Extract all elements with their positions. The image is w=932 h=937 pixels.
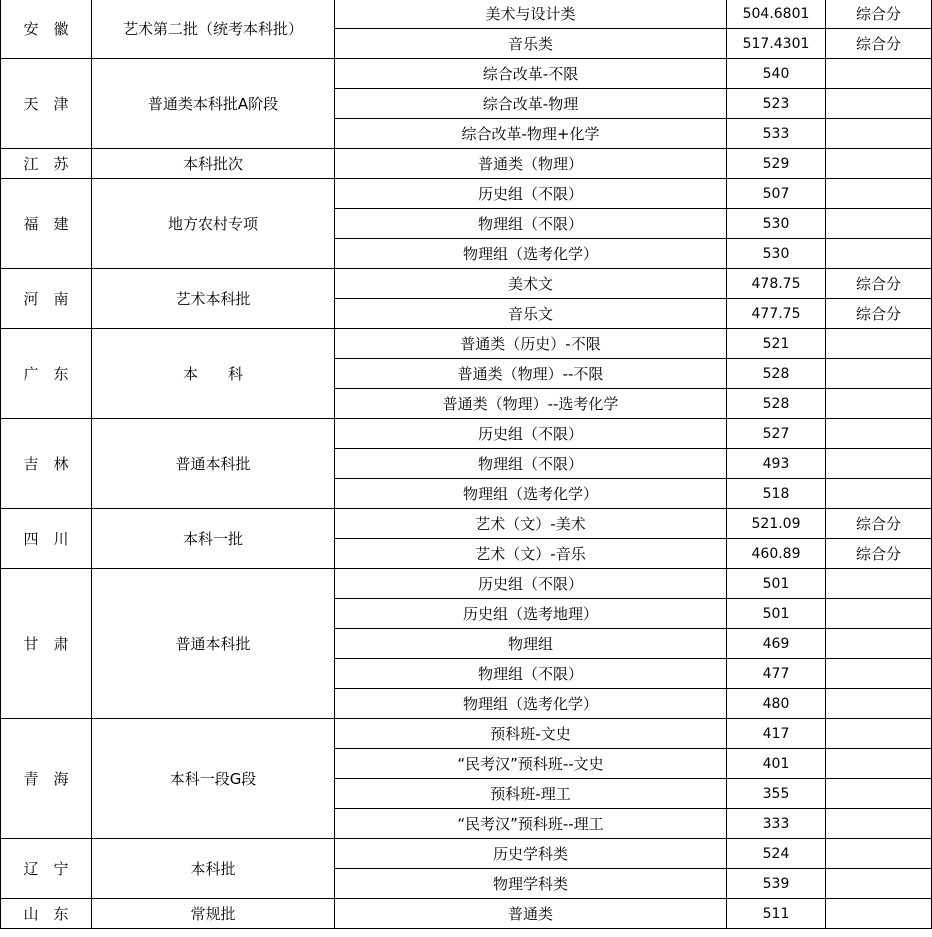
score-cell: 518 [727,479,826,509]
province-cell: 广 东 [1,329,92,419]
score-cell: 511 [727,899,826,929]
category-cell: 普通类（物理）--选考化学 [335,389,727,419]
note-cell [826,479,932,509]
category-cell: 综合改革-不限 [335,59,727,89]
category-cell: 历史组（不限） [335,179,727,209]
score-cell: 355 [727,779,826,809]
table-body [1,0,932,929]
category-cell: “民考汉”预科班--文史 [335,749,727,779]
note-cell [826,329,932,359]
note-cell [826,149,932,179]
province-cell: 四 川 [1,509,92,569]
note-cell [826,389,932,419]
category-cell: 综合改革-物理 [335,89,727,119]
category-cell: 历史学科类 [335,839,727,869]
batch-cell: 本科批次 [92,149,335,179]
province-cell: 辽 宁 [1,839,92,899]
score-cell: 533 [727,119,826,149]
province-cell: 青 海 [1,719,92,839]
note-cell: 综合分 [826,299,932,329]
province-cell: 江 苏 [1,149,92,179]
note-cell [826,839,932,869]
score-cell: 517.4301 [727,29,826,59]
table-row [1,0,932,29]
province-cell: 福 建 [1,179,92,269]
table-row [1,269,932,299]
note-cell [826,209,932,239]
category-cell: 艺术（文）-音乐 [335,539,727,569]
score-cell: 504.6801 [727,0,826,29]
note-cell [826,59,932,89]
batch-cell: 本科批 [92,839,335,899]
category-cell: 美术文 [335,269,727,299]
category-cell: 物理组（不限） [335,449,727,479]
province-cell: 河 南 [1,269,92,329]
province-cell: 吉 林 [1,419,92,509]
score-cell: 501 [727,599,826,629]
score-cell: 477.75 [727,299,826,329]
score-cell: 539 [727,869,826,899]
note-cell [826,779,932,809]
table-row [1,329,932,359]
batch-cell: 地方农村专项 [92,179,335,269]
table-row [1,149,932,179]
note-cell [826,419,932,449]
category-cell: 音乐类 [335,29,727,59]
category-cell: 物理学科类 [335,869,727,899]
batch-cell: 本科一批 [92,509,335,569]
score-cell: 521.09 [727,509,826,539]
note-cell [826,569,932,599]
province-cell: 安 徽 [1,0,92,59]
batch-cell: 艺术本科批 [92,269,335,329]
note-cell [826,119,932,149]
note-cell [826,239,932,269]
table-row [1,419,932,449]
batch-cell: 本 科 [92,329,335,419]
score-cell: 530 [727,239,826,269]
category-cell: 综合改革-物理+化学 [335,119,727,149]
category-cell: “民考汉”预科班--理工 [335,809,727,839]
score-cell: 493 [727,449,826,479]
category-cell: 普通类（物理） [335,149,727,179]
table-row [1,59,932,89]
score-cell: 478.75 [727,269,826,299]
category-cell: 历史组（不限） [335,569,727,599]
score-cell: 333 [727,809,826,839]
score-cell: 507 [727,179,826,209]
note-cell: 综合分 [826,29,932,59]
note-cell: 综合分 [826,0,932,29]
batch-cell: 本科一段G段 [92,719,335,839]
category-cell: 预科班-理工 [335,779,727,809]
score-cell: 401 [727,749,826,779]
note-cell [826,809,932,839]
note-cell: 综合分 [826,269,932,299]
category-cell: 物理组（选考化学） [335,689,727,719]
province-cell: 甘 肃 [1,569,92,719]
note-cell: 综合分 [826,539,932,569]
table-row [1,719,932,749]
table-row [1,509,932,539]
score-cell: 417 [727,719,826,749]
note-cell [826,719,932,749]
note-cell [826,359,932,389]
note-cell [826,869,932,899]
table-row [1,179,932,209]
note-cell [826,179,932,209]
batch-cell: 艺术第二批（统考本科批） [92,0,335,59]
score-cell: 469 [727,629,826,659]
category-cell: 物理组（选考化学） [335,479,727,509]
note-cell [826,599,932,629]
category-cell: 历史组（选考地理） [335,599,727,629]
category-cell: 物理组（不限） [335,209,727,239]
score-cell: 480 [727,689,826,719]
batch-cell: 常规批 [92,899,335,929]
table-row [1,899,932,929]
province-cell: 山 东 [1,899,92,929]
category-cell: 音乐文 [335,299,727,329]
batch-cell: 普通本科批 [92,419,335,509]
note-cell [826,749,932,779]
score-cell: 460.89 [727,539,826,569]
category-cell: 物理组（选考化学） [335,239,727,269]
score-cell: 501 [727,569,826,599]
category-cell: 普通类 [335,899,727,929]
category-cell: 普通类（历史）-不限 [335,329,727,359]
note-cell [826,659,932,689]
note-cell [826,899,932,929]
batch-cell: 普通类本科批A阶段 [92,59,335,149]
note-cell [826,449,932,479]
table-row [1,569,932,599]
category-cell: 普通类（物理）--不限 [335,359,727,389]
score-cell: 528 [727,389,826,419]
category-cell: 物理组（不限） [335,659,727,689]
note-cell [826,629,932,659]
score-cell: 524 [727,839,826,869]
batch-cell: 普通本科批 [92,569,335,719]
score-cell: 527 [727,419,826,449]
category-cell: 物理组 [335,629,727,659]
score-cell: 540 [727,59,826,89]
table-row [1,839,932,869]
category-cell: 美术与设计类 [335,0,727,29]
score-cell: 477 [727,659,826,689]
score-cell: 529 [727,149,826,179]
note-cell: 综合分 [826,509,932,539]
score-cell: 521 [727,329,826,359]
category-cell: 历史组（不限） [335,419,727,449]
score-cell: 530 [727,209,826,239]
province-cell: 天 津 [1,59,92,149]
score-cell: 523 [727,89,826,119]
note-cell [826,689,932,719]
note-cell [826,89,932,119]
category-cell: 预科班-文史 [335,719,727,749]
score-cell: 528 [727,359,826,389]
category-cell: 艺术（文）-美术 [335,509,727,539]
